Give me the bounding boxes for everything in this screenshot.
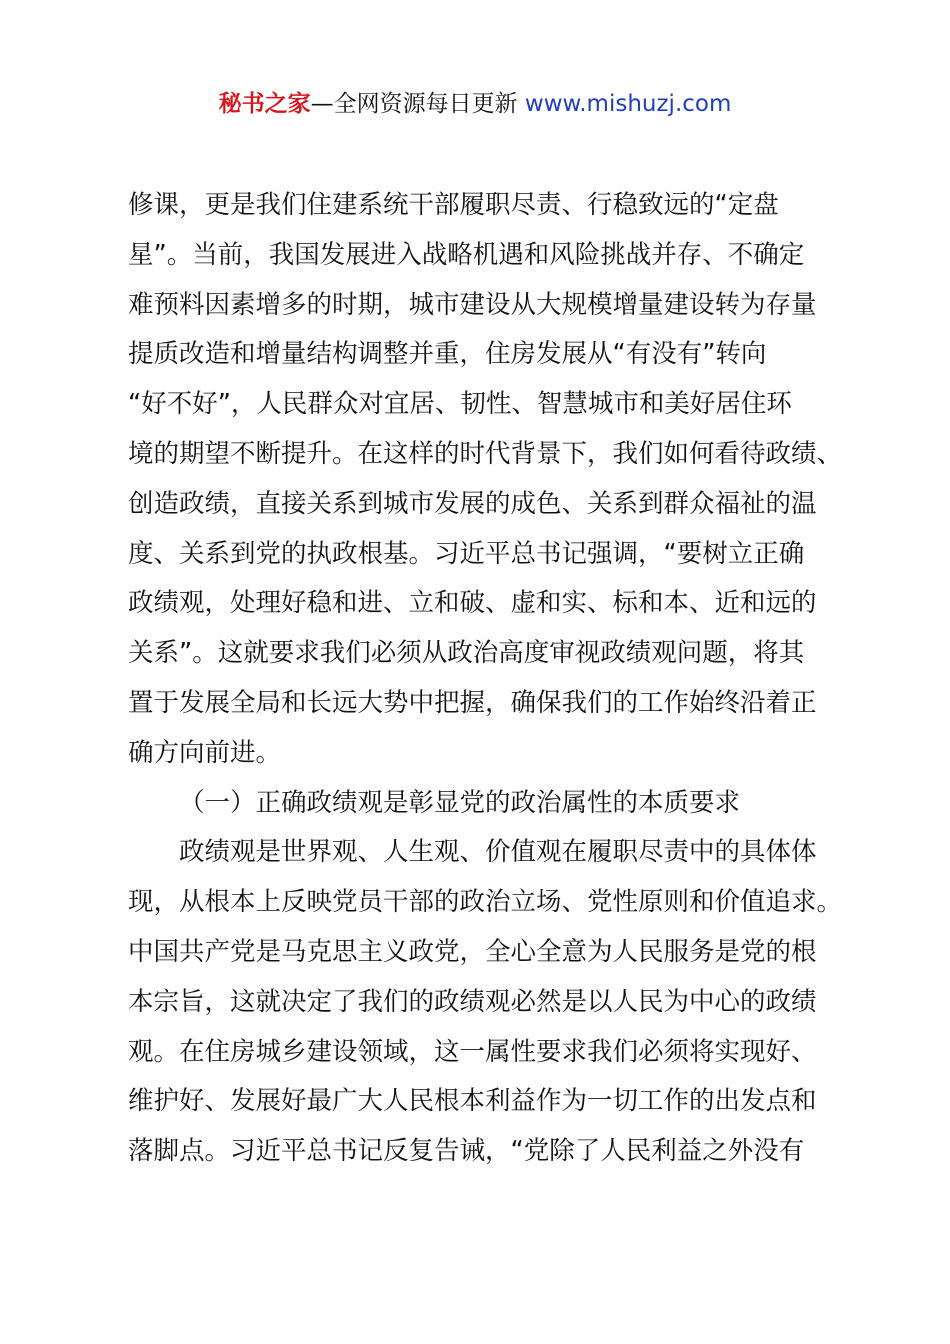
site-url-link[interactable]: www.mishuzj.com — [524, 91, 732, 117]
text-line: 难预料因素增多的时期，城市建设从大规模增量建设转为存量 — [128, 289, 817, 320]
text-line: 中国共产党是马克思主义政党，全心全意为人民服务是党的根 — [128, 936, 817, 967]
text-line: 创造政绩，直接关系到城市发展的成色、关系到群众福祉的温 — [128, 488, 817, 519]
section-heading: （一）正确政绩观是彰显党的政治属性的本质要求 — [179, 787, 741, 818]
text-line: 本宗旨，这就决定了我们的政绩观必然是以人民为中心的政绩 — [128, 986, 817, 1017]
text-line: 修课，更是我们住建系统干部履职尽责、行稳致远的“定盘 — [128, 190, 779, 220]
page-header — [0, 88, 950, 120]
text-line: 度、关系到党的执政根基。习近平总书记强调，“要树立正确 — [128, 538, 805, 569]
text-line: 落脚点。习近平总书记反复告诫，“党除了人民利益之外没有 — [128, 1136, 805, 1167]
text-line: 提质改造和增量结构调整并重，住房发展从“有没有”转向 — [128, 339, 767, 370]
text-line: 维护好、发展好最广大人民根本利益作为一切工作的出发点和 — [128, 1086, 817, 1117]
text-line: “好不好”，人民群众对宜居、韧性、智慧城市和美好居住环 — [128, 389, 792, 420]
text-line: 星”。当前，我国发展进入战略机遇和风险挑战并存、不确定 — [128, 239, 805, 270]
text-line: 现，从根本上反映党员干部的政治立场、党性原则和价值追求。 — [128, 887, 843, 918]
text-line: 境的期望不断提升。在这样的时代背景下，我们如何看待政绩、 — [128, 438, 843, 469]
text-line: 关系”。这就要求我们必须从政治高度审视政绩观问题，将其 — [128, 638, 805, 669]
text-line: 政绩观是世界观、人生观、价值观在履职尽责中的具体体 — [179, 837, 817, 868]
text-line: 观。在住房城乡建设领域，这一属性要求我们必须将实现好、 — [128, 1036, 817, 1067]
text-line: 置于发展全局和长远大势中把握，确保我们的工作始终沿着正 — [128, 687, 817, 718]
site-tagline: —全网资源每日更新 — [310, 91, 525, 117]
document-body — [128, 181, 843, 1177]
site-brand: 秘书之家 — [218, 91, 311, 117]
text-line: 政绩观，处理好稳和进、立和破、虚和实、标和本、近和远的 — [128, 588, 817, 619]
text-line: 确方向前进。 — [128, 737, 282, 768]
